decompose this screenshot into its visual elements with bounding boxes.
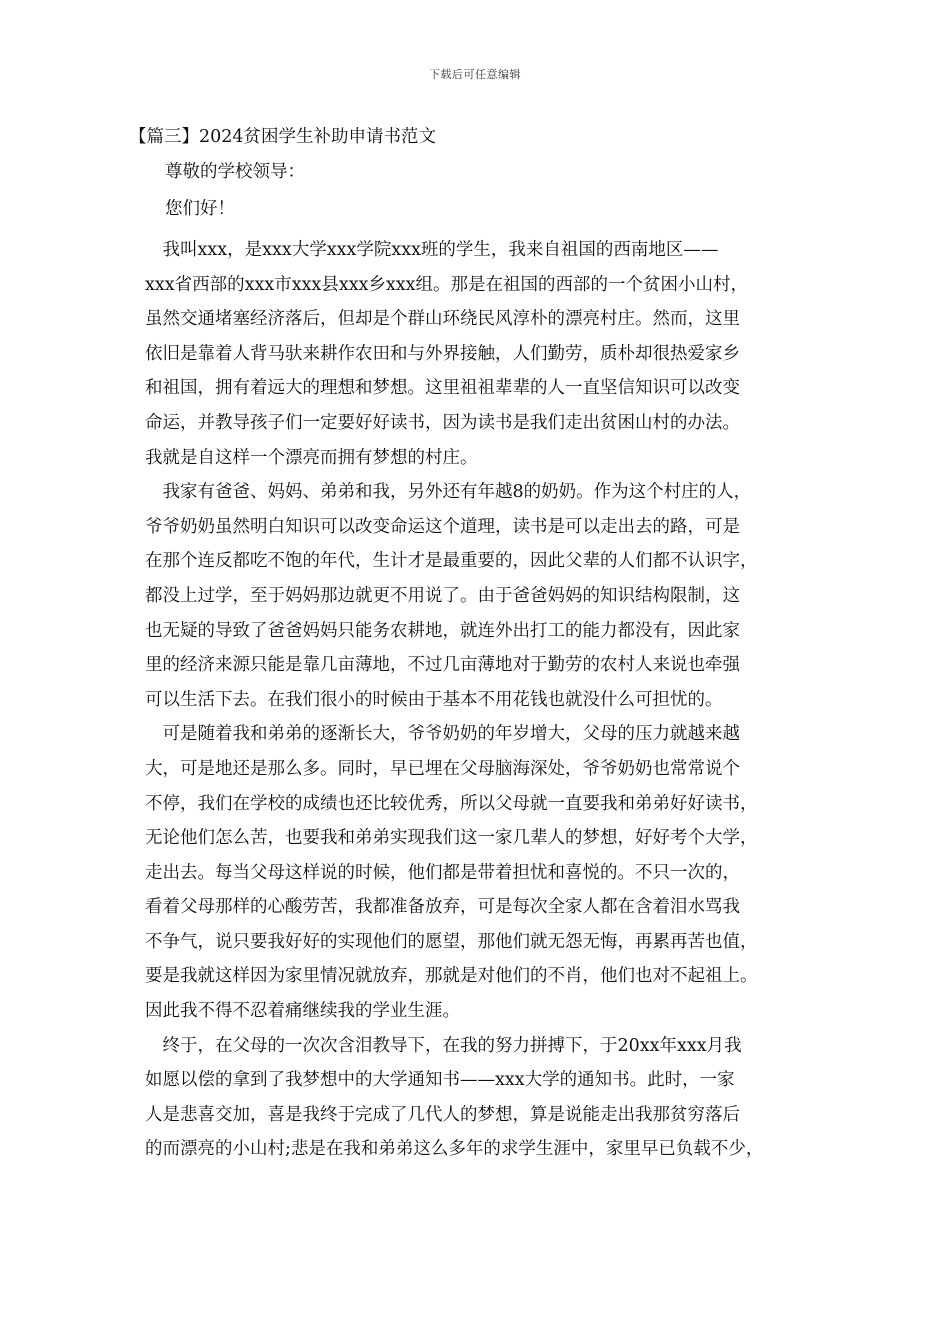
paragraph-line: 也无疑的导致了爸爸妈妈只能务农耕地，就连外出打工的能力都没有，因此家 [145,620,740,641]
paragraph-line: 不停，我们在学校的成绩也还比较优秀，所以父母就一直要我和弟弟好好读书， [145,793,758,814]
paragraph-line: 可是随着我和弟弟的逐渐长大，爷爷奶奶的年岁增大，父母的压力就越来越 [145,724,740,745]
paragraph-1 [145,233,835,475]
paragraph-line: 依旧是靠着人背马驮来耕作农田和与外界接触，人们勤劳，质朴却很热爱家乡 [145,343,740,364]
paragraph-line: 可以生活下去。在我们很小的时候由于基本不用花钱也就没什么可担忧的。 [145,689,723,710]
paragraph-line: 爷爷奶奶虽然明白知识可以改变命运这个道理，读书是可以走出去的路，可是 [145,516,740,537]
paragraph-line: 要是我就这样因为家里情况就放弃，那就是对他们的不肖，他们也对不起祖上。 [145,966,758,987]
document-body [129,126,835,1167]
paragraph-line: 人是悲喜交加，喜是我终于完成了几代人的梦想，算是说能走出我那贫穷落后 [145,1104,740,1125]
paragraph-4 [145,1029,835,1167]
paragraph-line: 如愿以偿的拿到了我梦想中的大学通知书——xxx大学的通知书。此时，一家 [145,1070,735,1091]
paragraph-3 [145,717,835,1028]
paragraph-line: 和祖国，拥有着远大的理想和梦想。这里祖祖辈辈的人一直坚信知识可以改变 [145,378,740,399]
paragraph-line: 终于，在父母的一次次含泪教导下，在我的努力拼搏下，于20xx年xxx月我 [145,1035,742,1056]
paragraph-2 [145,475,835,717]
paragraph-line: 命运，并教导孩子们一定要好好读书，因为读书是我们走出贫困山村的办法。 [145,412,740,433]
paragraph-line: 我叫xxx，是xxx大学xxx学院xxx班的学生，我来自祖国的西南地区—— [145,240,719,260]
paragraph-line: 虽然交通堵塞经济落后，但却是个群山环绕民风淳朴的漂亮村庄。然而，这里 [145,309,740,330]
paragraph-line: 无论他们怎么苦，也要我和弟弟实现我们这一家几辈人的梦想，好好考个大学， [145,828,758,849]
paragraph-line: 在那个连反都吃不饱的年代，生计才是最重要的，因此父辈的人们都不认识字， [145,551,758,572]
paragraph-line: 里的经济来源只能是靠几亩薄地，不过几亩薄地对于勤劳的农村人来说也牵强 [145,655,740,676]
paragraph-line: 的而漂亮的小山村;悲是在我和弟弟这么多年的求学生涯中，家里早已负载不少， [145,1139,764,1160]
paragraph-line: 看着父母那样的心酸劳苦，我都准备放弃，可是每次全家人都在含着泪水骂我 [145,897,740,918]
paragraph-line: xxx省西部的xxx市xxx县xxx乡xxx组。那是在祖国的西部的一个贫困小山村， [145,274,749,295]
greeting: 您们好！ [165,199,235,219]
header-note: 下载后可任意编辑 [429,68,521,81]
paragraph-line: 我就是自这样一个漂亮而拥有梦想的村庄。 [145,447,478,468]
paragraph-line: 我家有爸爸、妈妈、弟弟和我，另外还有年越8的奶奶。作为这个村庄的人， [145,482,752,503]
document-title: 【篇三】2024贫困学生补助申请书范文 [129,127,437,147]
paragraph-line: 走出去。每当父母这样说的时候，他们都是带着担忧和喜悦的。不只一次的， [145,862,740,883]
salutation: 尊敬的学校领导： [165,162,305,182]
paragraph-line: 不争气，说只要我好好的实现他们的愿望，那他们就无怨无悔，再累再苦也值， [145,931,758,952]
paragraph-line: 因此我不得不忍着痛继续我的学业生涯。 [145,1001,460,1022]
paragraph-line: 都没上过学，至于妈妈那边就更不用说了。由于爸爸妈妈的知识结构限制，这 [145,585,740,606]
paragraph-line: 大，可是地还是那么多。同时，早已埋在父母脑海深处，爷爷奶奶也常常说个 [145,758,740,779]
